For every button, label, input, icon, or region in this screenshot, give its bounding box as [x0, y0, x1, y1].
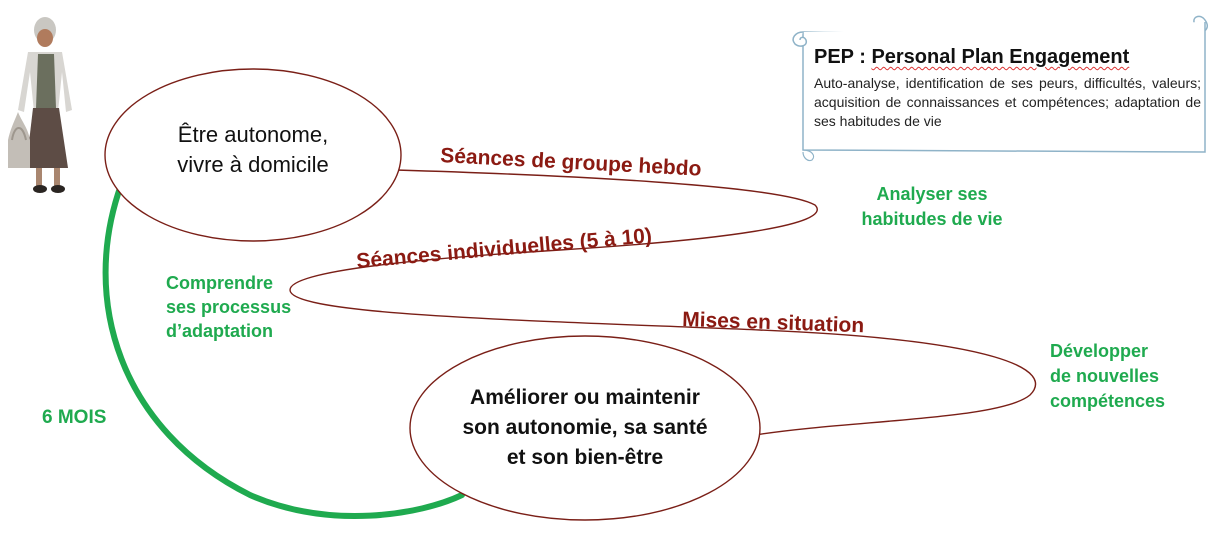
- goal-analyse-line1: Analyser ses: [876, 184, 988, 204]
- goal-developper: [1050, 339, 1210, 414]
- pep-description: Auto-analyse, identification de ses peurs, difficultés, valeurs; acquisition de connaissances et compétences; adaptation de ses habitudes de vie: [814, 75, 1201, 129]
- goal-developper-line2: de nouvelles: [1050, 366, 1160, 386]
- ellipse-bottom-line3: et son bien-être: [506, 446, 664, 469]
- goal-comprendre-line3: d’adaptation: [166, 321, 273, 341]
- pep-title: [814, 46, 1129, 69]
- pep-title-prefix: PEP :: [814, 46, 872, 68]
- label-group-sessions: Séances de groupe hebdo: [439, 144, 702, 181]
- ellipse-bottom-line1: Améliorer ou maintenir: [470, 386, 700, 409]
- ellipse-top-line2: vivre à domicile: [177, 152, 329, 177]
- goal-comprendre: [166, 271, 326, 343]
- label-situations: Mises en situation: [681, 308, 865, 338]
- elderly-woman-icon: [8, 17, 72, 193]
- goal-analyse: [832, 182, 1032, 232]
- goal-developper-line1: Développer: [1050, 341, 1149, 361]
- label-individual-sessions: Séances individuelles (5 à 10): [355, 224, 653, 273]
- ellipse-top-text: [133, 120, 373, 180]
- pep-title-rest: Personal Plan Engagement: [871, 46, 1130, 68]
- duration-label: 6 MOIS: [42, 407, 107, 428]
- ellipse-bottom-text: [420, 383, 750, 473]
- goal-analyse-line2: habitudes de vie: [861, 209, 1003, 229]
- goal-comprendre-line2: ses processus: [166, 297, 292, 317]
- goal-developper-line3: compétences: [1050, 391, 1166, 411]
- goal-comprendre-line1: Comprendre: [166, 273, 274, 293]
- ellipse-top-line1: Être autonome,: [177, 122, 329, 147]
- ellipse-bottom-line2: son autonomie, sa santé: [462, 416, 708, 439]
